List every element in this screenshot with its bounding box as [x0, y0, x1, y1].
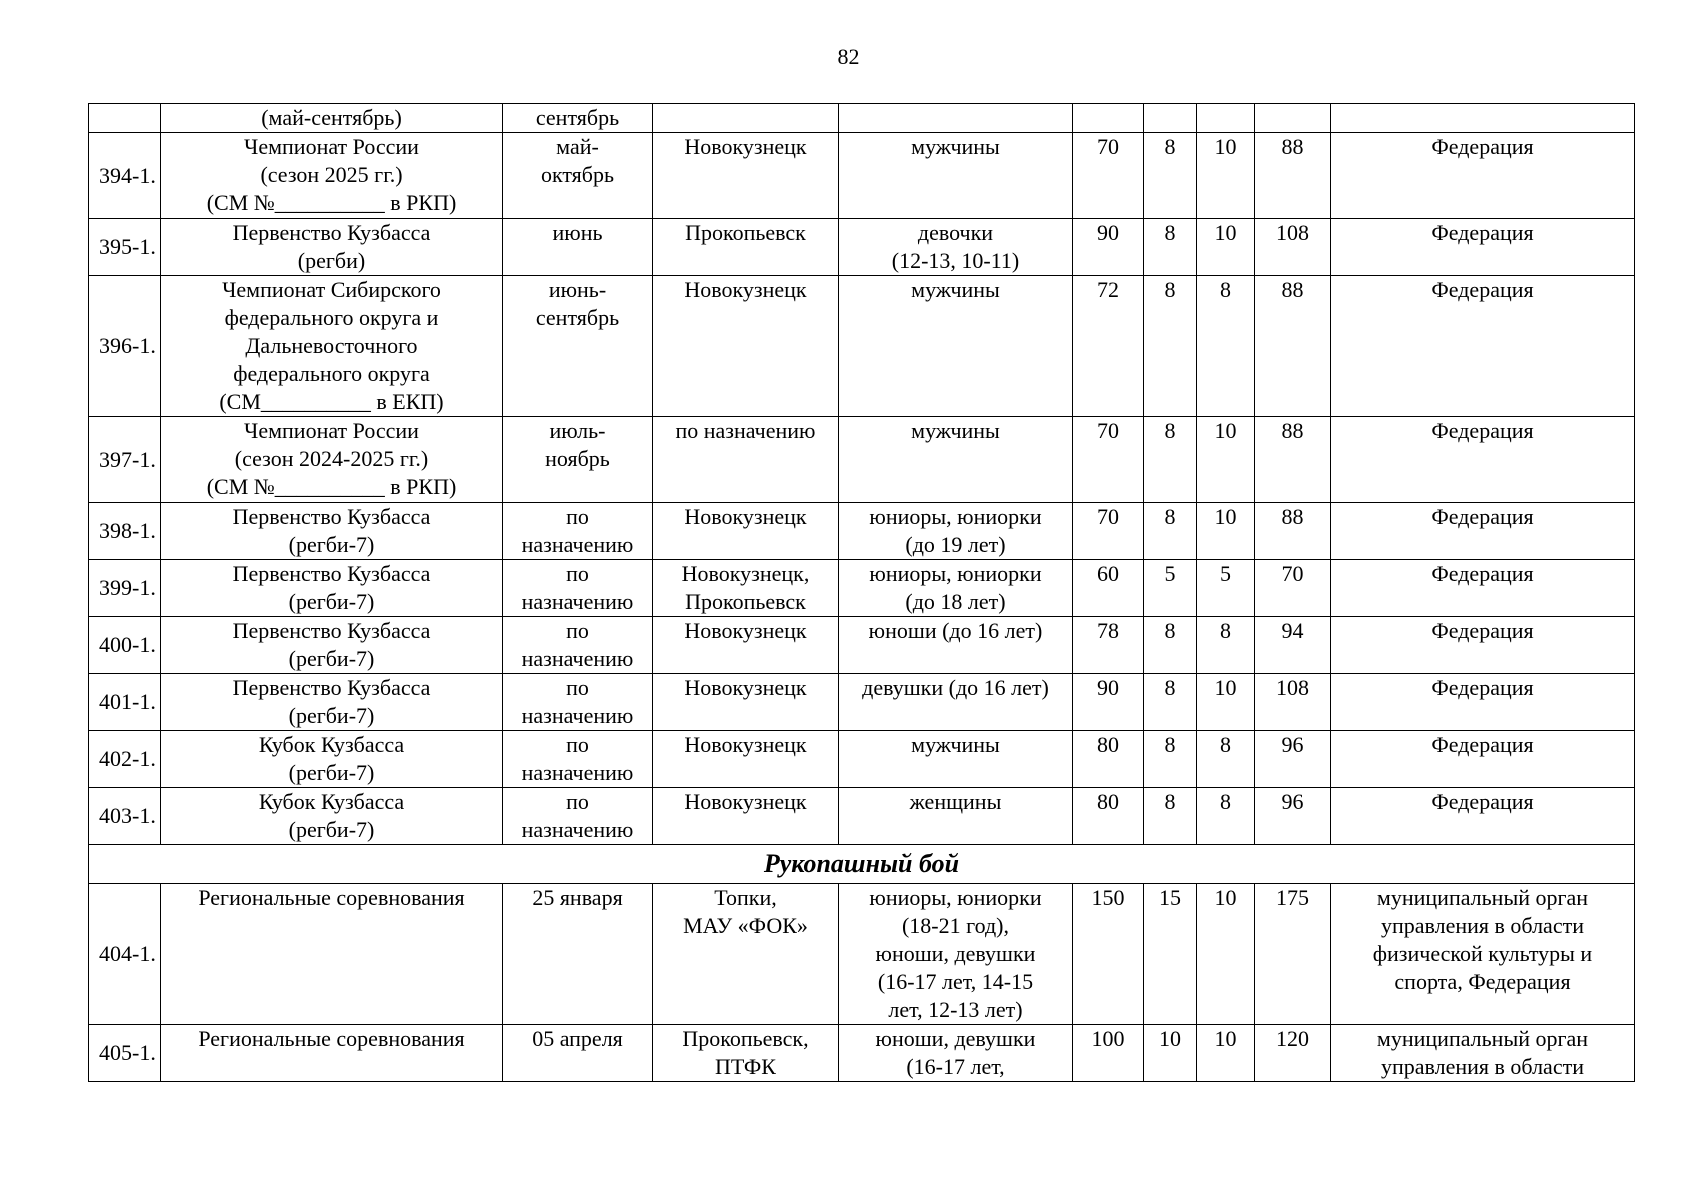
- count-judges: 10: [1197, 133, 1255, 219]
- section-title: Рукопашный бой: [89, 845, 1635, 884]
- organizer: Федерация: [1331, 788, 1635, 845]
- event-place: Топки, МАУ «ФОК»: [653, 884, 839, 1025]
- count-athletes: 70: [1073, 503, 1144, 560]
- count-athletes: 80: [1073, 788, 1144, 845]
- count-judges: 5: [1197, 560, 1255, 617]
- table-row: [89, 788, 1635, 845]
- count-coaches: 8: [1144, 674, 1197, 731]
- participants: юниоры, юниорки (18-21 год), юноши, девушки (16-17 лет, 14-15 лет, 12-13 лет): [839, 884, 1073, 1025]
- count-athletes: 90: [1073, 674, 1144, 731]
- event-place: Новокузнецк: [653, 503, 839, 560]
- participants: юниоры, юниорки (до 19 лет): [839, 503, 1073, 560]
- table-row: [89, 104, 1635, 133]
- row-number: 402-1.: [89, 731, 161, 788]
- event-place: Прокопьевск: [653, 219, 839, 276]
- count-total: 88: [1255, 503, 1331, 560]
- row-number: 400-1.: [89, 617, 161, 674]
- event-dates: по назначению: [503, 560, 653, 617]
- events-table: [88, 103, 1635, 1082]
- participants: [839, 104, 1073, 133]
- event-dates: сентябрь: [503, 104, 653, 133]
- organizer: Федерация: [1331, 133, 1635, 219]
- count-coaches: 8: [1144, 503, 1197, 560]
- count-total: 94: [1255, 617, 1331, 674]
- count-athletes: 72: [1073, 276, 1144, 417]
- organizer: Федерация: [1331, 560, 1635, 617]
- count-total: 96: [1255, 788, 1331, 845]
- count-athletes: 90: [1073, 219, 1144, 276]
- count-total: 88: [1255, 276, 1331, 417]
- count-judges: 10: [1197, 1025, 1255, 1082]
- organizer: Федерация: [1331, 674, 1635, 731]
- count-athletes: [1073, 104, 1144, 133]
- count-total: 108: [1255, 219, 1331, 276]
- row-number: 404-1.: [89, 884, 161, 1025]
- count-total: 108: [1255, 674, 1331, 731]
- event-dates: май- октябрь: [503, 133, 653, 219]
- event-place: [653, 104, 839, 133]
- event-place: Новокузнецк: [653, 731, 839, 788]
- event-dates: июль- ноябрь: [503, 417, 653, 503]
- organizer: Федерация: [1331, 731, 1635, 788]
- event-name: Чемпионат России (сезон 2024-2025 гг.) (СМ №__________ в РКП): [161, 417, 503, 503]
- event-dates: по назначению: [503, 788, 653, 845]
- row-number: 399-1.: [89, 560, 161, 617]
- count-coaches: 10: [1144, 1025, 1197, 1082]
- organizer: Федерация: [1331, 276, 1635, 417]
- event-place: по назначению: [653, 417, 839, 503]
- row-number: [89, 104, 161, 133]
- event-name: Кубок Кузбасса (регби-7): [161, 731, 503, 788]
- table-row: [89, 617, 1635, 674]
- organizer: Федерация: [1331, 503, 1635, 560]
- event-name: Первенство Кузбасса (регби-7): [161, 560, 503, 617]
- organizer: [1331, 104, 1635, 133]
- participants: юноши, девушки (16-17 лет,: [839, 1025, 1073, 1082]
- count-athletes: 80: [1073, 731, 1144, 788]
- count-total: [1255, 104, 1331, 133]
- event-place: Новокузнецк: [653, 617, 839, 674]
- organizer: муниципальный орган управления в области физической культуры и спорта, Федерация: [1331, 884, 1635, 1025]
- row-number: 397-1.: [89, 417, 161, 503]
- organizer: Федерация: [1331, 417, 1635, 503]
- table-row: [89, 133, 1635, 219]
- event-dates: 25 января: [503, 884, 653, 1025]
- participants: юниоры, юниорки (до 18 лет): [839, 560, 1073, 617]
- table-row: [89, 219, 1635, 276]
- row-number: 401-1.: [89, 674, 161, 731]
- event-dates: по назначению: [503, 503, 653, 560]
- participants: мужчины: [839, 133, 1073, 219]
- count-judges: 8: [1197, 731, 1255, 788]
- event-name: Чемпионат России (сезон 2025 гг.) (СМ №__________ в РКП): [161, 133, 503, 219]
- count-coaches: [1144, 104, 1197, 133]
- table-row: [89, 503, 1635, 560]
- event-name: Региональные соревнования: [161, 1025, 503, 1082]
- count-total: 175: [1255, 884, 1331, 1025]
- count-athletes: 100: [1073, 1025, 1144, 1082]
- event-name: Первенство Кузбасса (регби): [161, 219, 503, 276]
- participants: мужчины: [839, 417, 1073, 503]
- event-name: Первенство Кузбасса (регби-7): [161, 617, 503, 674]
- event-place: Новокузнецк, Прокопьевск: [653, 560, 839, 617]
- participants: девушки (до 16 лет): [839, 674, 1073, 731]
- event-place: Новокузнецк: [653, 133, 839, 219]
- count-coaches: 15: [1144, 884, 1197, 1025]
- participants: мужчины: [839, 276, 1073, 417]
- count-coaches: 8: [1144, 617, 1197, 674]
- count-coaches: 8: [1144, 788, 1197, 845]
- count-judges: 8: [1197, 617, 1255, 674]
- event-name: Первенство Кузбасса (регби-7): [161, 503, 503, 560]
- event-place: Новокузнецк: [653, 276, 839, 417]
- count-judges: 10: [1197, 674, 1255, 731]
- count-coaches: 8: [1144, 276, 1197, 417]
- event-dates: 05 апреля: [503, 1025, 653, 1082]
- row-number: 395-1.: [89, 219, 161, 276]
- count-judges: 10: [1197, 884, 1255, 1025]
- count-judges: 8: [1197, 788, 1255, 845]
- count-athletes: 70: [1073, 417, 1144, 503]
- event-dates: по назначению: [503, 731, 653, 788]
- count-total: 120: [1255, 1025, 1331, 1082]
- row-number: 405-1.: [89, 1025, 161, 1082]
- row-number: 403-1.: [89, 788, 161, 845]
- table-row: [89, 674, 1635, 731]
- page-number: 82: [837, 44, 860, 69]
- event-place: Новокузнецк: [653, 788, 839, 845]
- participants: женщины: [839, 788, 1073, 845]
- row-number: 398-1.: [89, 503, 161, 560]
- participants: девочки (12-13, 10-11): [839, 219, 1073, 276]
- count-judges: 8: [1197, 276, 1255, 417]
- organizer: Федерация: [1331, 617, 1635, 674]
- organizer: муниципальный орган управления в области: [1331, 1025, 1635, 1082]
- event-name: Чемпионат Сибирского федерального округа и Дальневосточного федерального округа (СМ__________ в ЕКП): [161, 276, 503, 417]
- count-judges: 10: [1197, 219, 1255, 276]
- event-dates: по назначению: [503, 674, 653, 731]
- table-row: [89, 731, 1635, 788]
- participants: мужчины: [839, 731, 1073, 788]
- organizer: Федерация: [1331, 219, 1635, 276]
- table-row: [89, 884, 1635, 1025]
- table-row: [89, 417, 1635, 503]
- table-row: [89, 560, 1635, 617]
- event-dates: июнь- сентябрь: [503, 276, 653, 417]
- count-total: 88: [1255, 417, 1331, 503]
- count-coaches: 5: [1144, 560, 1197, 617]
- participants: юноши (до 16 лет): [839, 617, 1073, 674]
- section-header-row: [89, 845, 1635, 884]
- event-name: Первенство Кузбасса (регби-7): [161, 674, 503, 731]
- event-name: (май-сентябрь): [161, 104, 503, 133]
- count-athletes: 78: [1073, 617, 1144, 674]
- count-athletes: 70: [1073, 133, 1144, 219]
- row-number: 396-1.: [89, 276, 161, 417]
- count-judges: 10: [1197, 503, 1255, 560]
- row-number: 394-1.: [89, 133, 161, 219]
- table-row: [89, 276, 1635, 417]
- count-coaches: 8: [1144, 219, 1197, 276]
- count-athletes: 60: [1073, 560, 1144, 617]
- count-total: 70: [1255, 560, 1331, 617]
- count-judges: 10: [1197, 417, 1255, 503]
- count-total: 88: [1255, 133, 1331, 219]
- table-row: [89, 1025, 1635, 1082]
- count-athletes: 150: [1073, 884, 1144, 1025]
- count-coaches: 8: [1144, 417, 1197, 503]
- count-judges: [1197, 104, 1255, 133]
- event-place: Прокопьевск, ПТФК: [653, 1025, 839, 1082]
- event-dates: по назначению: [503, 617, 653, 674]
- event-dates: июнь: [503, 219, 653, 276]
- count-total: 96: [1255, 731, 1331, 788]
- count-coaches: 8: [1144, 133, 1197, 219]
- event-place: Новокузнецк: [653, 674, 839, 731]
- event-name: Кубок Кузбасса (регби-7): [161, 788, 503, 845]
- count-coaches: 8: [1144, 731, 1197, 788]
- event-name: Региональные соревнования: [161, 884, 503, 1025]
